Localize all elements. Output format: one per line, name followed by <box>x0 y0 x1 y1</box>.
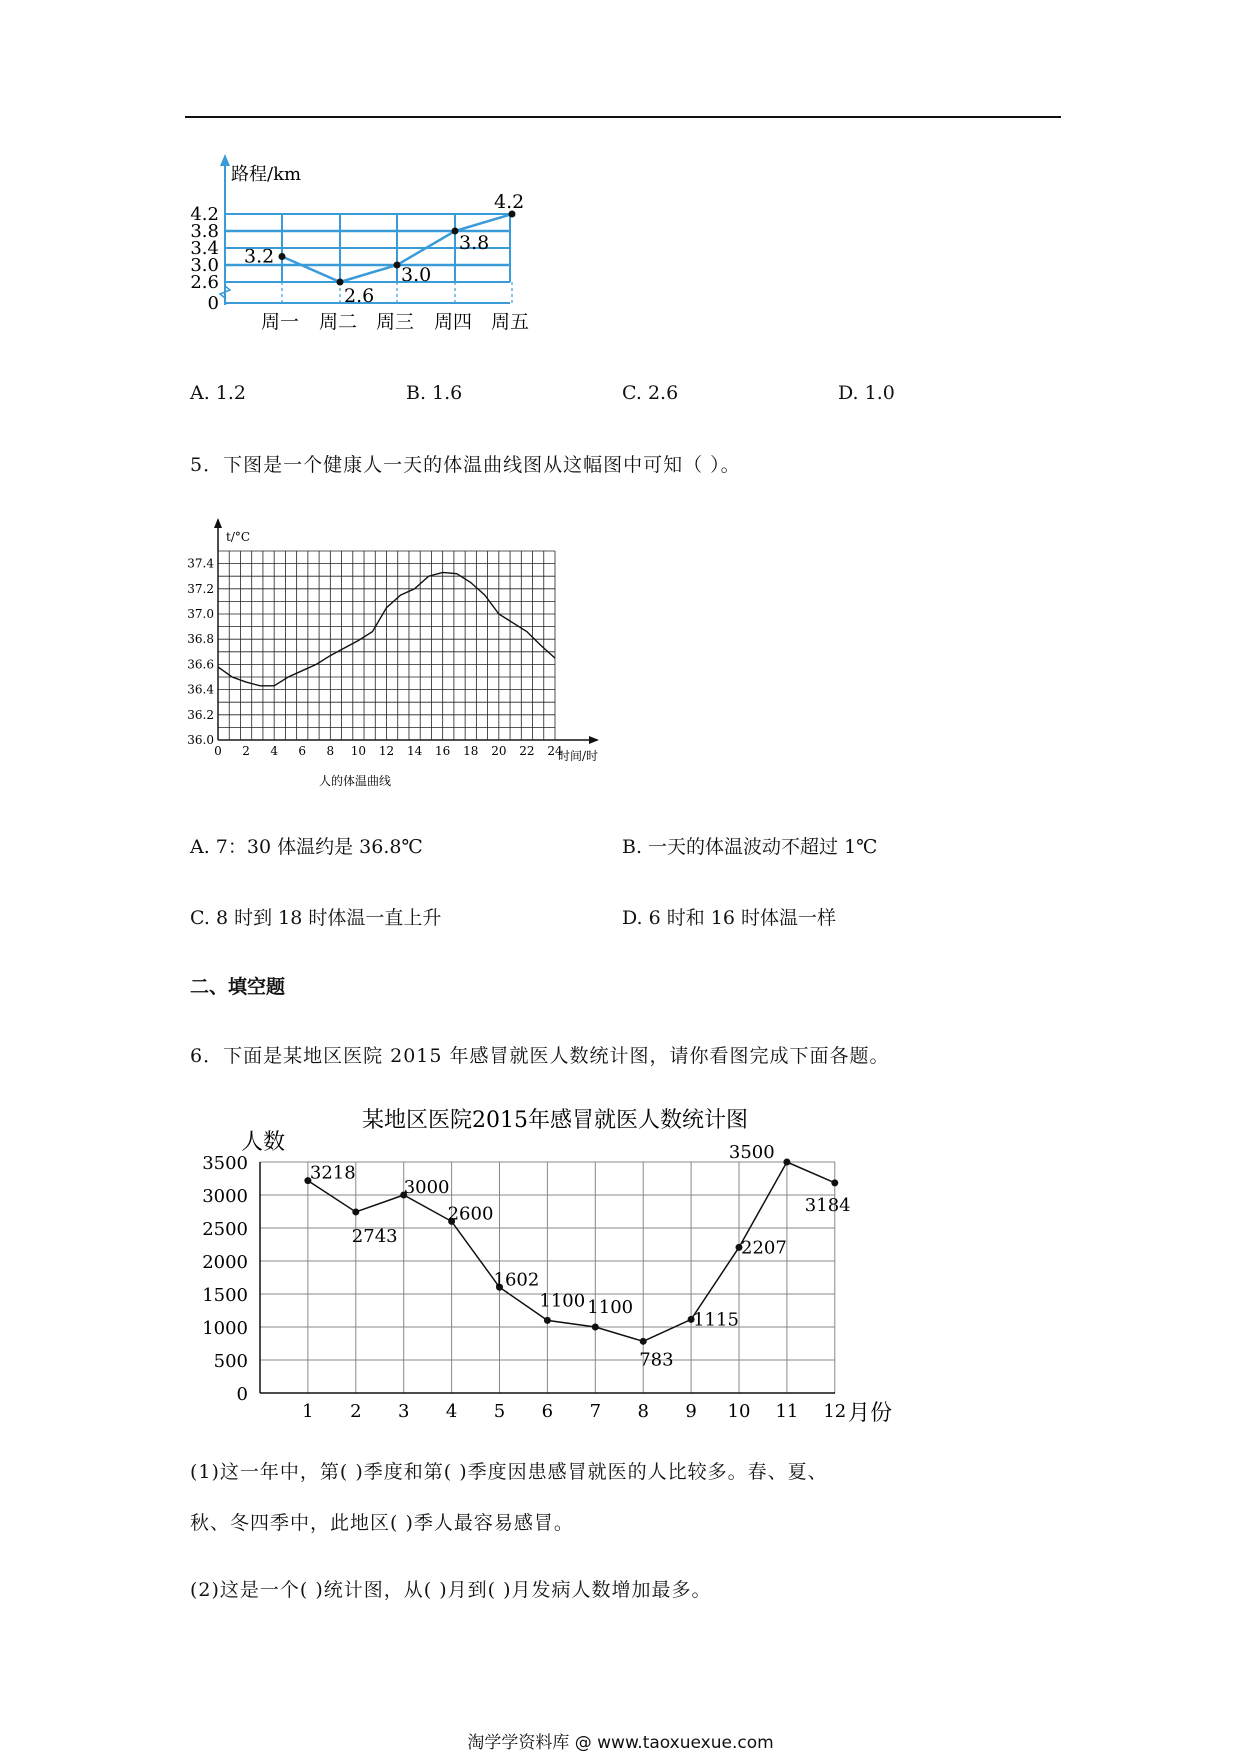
x-tick-label: 9 <box>685 1401 697 1422</box>
x-tick-label: 10 <box>350 744 367 758</box>
y-tick-label: 4.2 <box>190 204 219 225</box>
x-tick-label: 11 <box>775 1401 799 1422</box>
x-tick-label: 2 <box>242 744 250 758</box>
data-label: 3000 <box>403 1177 450 1198</box>
y-axis-label: 路程/km <box>231 164 302 185</box>
y-tick-label: 37.0 <box>187 607 214 621</box>
data-label: 2600 <box>447 1203 494 1225</box>
y-tick-label: 2500 <box>202 1219 248 1240</box>
data-point <box>544 1317 551 1324</box>
distance-line-chart <box>185 150 545 340</box>
data-label: 1115 <box>693 1309 739 1331</box>
data-label: 3218 <box>309 1162 356 1184</box>
x-tick-label: 周四 <box>433 311 473 333</box>
x-tick-label: 周一 <box>260 311 300 333</box>
q4-option-b[interactable]: B. 1.6 <box>406 382 463 404</box>
y-tick-label: 36.2 <box>187 707 214 722</box>
q5-option-b[interactable]: B. 一天的体温波动不超过 1℃ <box>622 836 878 858</box>
q4-option-a[interactable]: A. 1.2 <box>190 382 247 404</box>
y-axis-label: t/°C <box>226 530 251 544</box>
x-tick-label: 16 <box>435 744 451 758</box>
x-tick-label: 6 <box>298 744 307 758</box>
x-tick-label: 6 <box>541 1401 554 1422</box>
y-tick-label: 1500 <box>202 1285 248 1306</box>
q5-option-d[interactable]: D. 6 时和 16 时体温一样 <box>622 907 837 929</box>
x-tick-label: 周五 <box>490 311 530 333</box>
cold-visits-line-chart <box>195 1100 915 1425</box>
y-tick-label: 3.8 <box>190 221 219 242</box>
x-tick-label: 22 <box>519 744 535 758</box>
y-tick-label: 1000 <box>202 1318 248 1339</box>
q6-sub1-line1: (1)这一年中，第( )季度和第( )季度因患感冒就医的人比较多。春、夏、 <box>190 1461 828 1483</box>
q6-sub1-line2: 秋、冬四季中，此地区( )季人最容易感冒。 <box>190 1512 574 1534</box>
data-label: 4.2 <box>494 191 525 213</box>
y-axis-arrow <box>220 154 230 166</box>
chart-caption: 人的体温曲线 <box>318 774 392 788</box>
data-label: 3500 <box>728 1142 775 1163</box>
y-tick-label: 0 <box>207 293 219 314</box>
data-label: 783 <box>639 1349 674 1371</box>
data-label: 1602 <box>493 1269 540 1291</box>
x-tick-label: 18 <box>463 744 479 758</box>
y-tick-label: 36.6 <box>187 657 214 672</box>
data-point <box>337 279 344 286</box>
x-tick-label: 7 <box>589 1401 602 1422</box>
data-point <box>831 1179 838 1186</box>
q4-option-d[interactable]: D. 1.0 <box>838 382 895 404</box>
y-tick-label: 3500 <box>202 1153 248 1174</box>
x-tick-label: 12 <box>823 1401 847 1422</box>
x-tick-label: 1 <box>302 1401 314 1422</box>
x-tick-label: 0 <box>214 744 222 758</box>
y-tick-label: 37.4 <box>187 556 214 571</box>
y-tick-label: 3.4 <box>190 238 219 259</box>
y-tick-label: 36.0 <box>187 733 214 747</box>
data-label: 2207 <box>741 1237 787 1259</box>
y-tick-label: 36.8 <box>187 632 214 647</box>
y-tick-label: 500 <box>213 1351 248 1372</box>
x-tick-label: 5 <box>493 1401 506 1422</box>
x-tick-label: 周三 <box>375 311 415 333</box>
header-rule <box>185 116 1061 118</box>
y-tick-label: 2.6 <box>190 272 219 293</box>
q6-stem: 6．下面是某地区医院 2015 年感冒就医人数统计图，请你看图完成下面各题。 <box>190 1045 890 1067</box>
x-tick-label: 3 <box>397 1401 410 1422</box>
x-tick-label: 4 <box>445 1401 458 1422</box>
y-axis-label: 人数 <box>240 1130 286 1155</box>
x-tick-label: 24 <box>547 744 563 758</box>
data-point <box>783 1159 790 1166</box>
y-tick-label: 2000 <box>202 1252 248 1273</box>
data-label: 1100 <box>587 1297 634 1318</box>
q5-option-a[interactable]: A. 7：30 体温约是 36.8℃ <box>190 836 423 858</box>
x-tick-label: 10 <box>727 1401 751 1422</box>
data-label: 1100 <box>539 1290 586 1312</box>
x-tick-label: 14 <box>406 744 423 758</box>
data-label: 3.0 <box>401 264 432 286</box>
x-axis-arrow <box>589 736 599 744</box>
data-point <box>452 228 459 235</box>
chart-title: 某地区医院2015年感冒就医人数统计图 <box>362 1108 748 1133</box>
x-tick-label: 2 <box>350 1401 362 1422</box>
y-tick-label: 0 <box>236 1384 248 1405</box>
x-axis-label: 时间/时 <box>557 749 599 763</box>
data-label: 2743 <box>351 1225 398 1247</box>
q5-stem: 5．下图是一个健康人一天的体温曲线图从这幅图中可知（ ）。 <box>190 454 741 476</box>
x-tick-label: 12 <box>378 744 395 758</box>
x-tick-label: 周二 <box>318 311 358 333</box>
q5-option-c[interactable]: C. 8 时到 18 时体温一直上升 <box>190 907 442 929</box>
y-tick-label: 36.4 <box>187 682 214 697</box>
q4-option-c[interactable]: C. 2.6 <box>622 382 679 404</box>
data-point <box>394 262 401 269</box>
data-label: 3.2 <box>244 245 275 268</box>
x-tick-label: 8 <box>326 744 335 758</box>
data-point <box>352 1208 359 1215</box>
x-axis-label: 月份 <box>847 1401 893 1425</box>
data-label: 3184 <box>804 1194 851 1216</box>
q6-sub2: (2)这是一个( )统计图，从( )月到( )月发病人数增加最多。 <box>190 1579 712 1601</box>
y-tick-label: 3.0 <box>190 255 219 276</box>
body-temperature-chart <box>185 515 625 795</box>
data-point <box>640 1338 647 1345</box>
x-tick-label: 4 <box>270 744 278 758</box>
data-point <box>279 253 286 260</box>
data-label: 2.6 <box>344 285 375 307</box>
footer-watermark: 淘学学资料库 @ www.taoxuexue.com <box>467 1733 774 1753</box>
data-label: 3.8 <box>459 232 490 254</box>
y-tick-label: 37.2 <box>187 581 214 596</box>
x-tick-label: 8 <box>637 1401 649 1422</box>
data-point <box>592 1324 599 1331</box>
section-title: 二、填空题 <box>190 976 286 998</box>
y-axis-arrow <box>214 518 222 528</box>
y-tick-label: 3000 <box>202 1186 248 1207</box>
x-tick-label: 20 <box>491 744 507 758</box>
